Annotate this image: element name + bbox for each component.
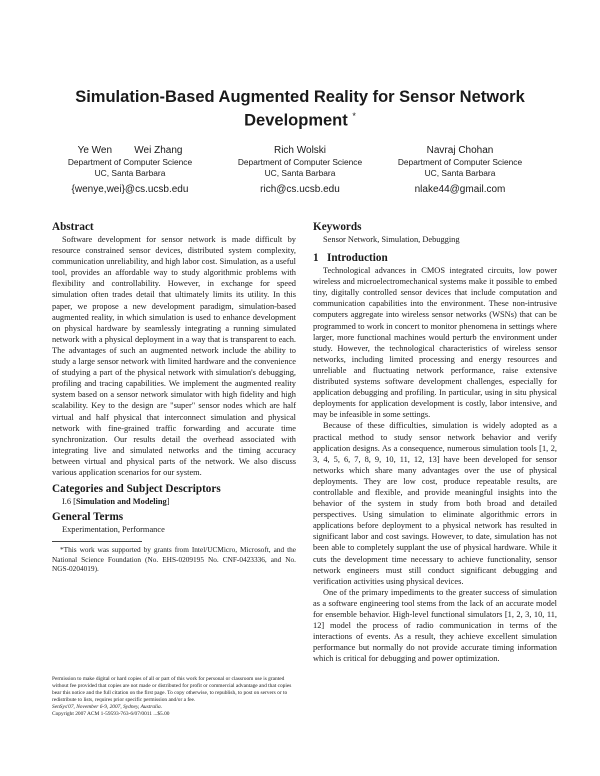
author-1 <box>50 144 210 196</box>
author-inst: UC, Santa Barbara <box>94 168 166 178</box>
footnote-text: *This work was supported by grants from Intel/UCMicro, Microsoft, and the National Science Foundation (No. EHS-0209195 No. CNF-0423336, and No. NGS-0204019). <box>52 545 296 574</box>
author-2 <box>220 144 380 196</box>
intro-paragraph-1: Technological advances in CMOS integrated circuits, low power wireless and microelectromechanical systems make it possible to embed tiny, digitally controlled sensor devices that include computation and communication capabilities into the environment. These non-intrusive computers aggregate into wireless sensor networks (WSNs) that can be programmed to work in concert to monitor phenomena in settings where larger, more functional machines would perturb the environment under study. However, the technological characteristics of wireless sensor networks, including limited processing and energy resources and unreliable and fluctuating network performance, raise extensive distributed systems software development challenges, especially for application debugging and profiling. In particular, using in situ physical deployments for application development is costly, labor intensive, and may be infeasible in some settings. <box>313 266 557 420</box>
categories-subject: Simulation and Modeling <box>75 497 167 507</box>
footnote-rule <box>52 541 142 542</box>
author-name: Navraj Chohan <box>426 145 494 156</box>
author-email: rich@cs.ucsb.edu <box>260 184 340 195</box>
keywords-heading: Keywords <box>313 221 362 233</box>
categories-heading: Categories and Subject Descriptors <box>52 483 221 496</box>
abstract-heading: Abstract <box>52 221 94 233</box>
author-email: nlake44@gmail.com <box>414 184 506 195</box>
author-inst: UC, Santa Barbara <box>424 168 496 178</box>
conference-line: SenSys'07, November 6-9, 2007, Sydney, Australia. <box>52 704 163 710</box>
author-3 <box>380 144 540 196</box>
author-dept: Department of Computer Science <box>397 157 523 167</box>
categories-end: ] <box>166 497 170 507</box>
keywords-text: Sensor Network, Simulation, Debugging <box>323 235 460 244</box>
terms-text: Experimentation, Performance <box>62 525 165 535</box>
title-text: Simulation-Based Augmented Reality for Sensor Network Development <box>75 88 525 130</box>
author-inst: UC, Santa Barbara <box>264 168 336 178</box>
categories-text <box>52 496 296 507</box>
author-dept: Department of Computer Science <box>237 157 363 167</box>
copyright-line: Copyright 2007 ACM 1-59593-763-6/07/0011 ...$5.00 <box>52 711 170 717</box>
author-dept: Department of Computer Science <box>67 157 193 167</box>
intro-paragraph-2: Because of these difficulties, simulation is widely adopted as a practical method to study sensor network behavior and verify application designs. As a consequence, numerous simulation tools [1, 2, 3, 4, 5, 6, 7, 8, 9, 10, 11, 12, 13] have been developed for sensor networks which share many advantages over the use of physical deployments. They are low cost, produce repeatable results, are controllable and flexible, and provide meaningful insights into the behavior of the system in study from both broad and detailed perspectives. Using simulation to eliminate algorithmic errors in applications before deployment to a physical network has resulted in significant labor and cost savings. However, to date, simulation has not been able to completely supplant the use of physical hardware. While it cuts the development time necessary to achieve functionality, sensor network engineers must still conduct significant debugging and verification activities using physical devices. <box>313 421 557 586</box>
permission-text: Permission to make digital or hard copies of all or part of this work for personal or classroom use is granted without fee provided that copies are not made or distributed for profit or commercial advantage and that copies bear this notice and the full citation on the first page. To copy otherwise, to republish, to post on servers or to redistribute to lists, requires prior specific permission and/or a fee. <box>52 676 292 703</box>
intro-heading: 1 Introduction <box>313 252 388 265</box>
author-email: {wenye,wei}@cs.ucsb.edu <box>71 184 189 195</box>
author-name: Rich Wolski <box>273 145 327 156</box>
title-footnote-mark: * <box>352 111 356 121</box>
paper-title <box>40 88 560 131</box>
left-column <box>52 220 296 574</box>
copyright-block <box>52 676 296 718</box>
author-name: Ye Wen Wei Zhang <box>77 145 183 156</box>
terms-heading: General Terms <box>52 511 124 524</box>
intro-paragraph-3: One of the primary impediments to the greater success of simulation as a software engineering tool stems from the lack of an accurate model for ensemble behavior. High-level functional simulators [1, 2, 3, 10, 11, 12] model the process of radio communication in terms of the interactions of events. As a result, they achieve excellent simulation performance but normally do not provide accurate timing information which is critical for debugging and power optimization. <box>313 587 557 664</box>
abstract-text: Software development for sensor network is made difficult by resource constrained sensor devices, distributed system complexity, communication unreliability, and high labor cost. Simulation, as a useful tool, provides an affordable way to study algorithmic problems with flexibility and controllability. However, in exchange for speed simulation often trades detail that ultimately limits its utility. In this paper, we propose a new development paradigm, simulation-based augmented reality, in which simulation is used to enhance development on physical hardware by seamlessly integrating a running simulated network with a physical deployment in a way that is transparent to each. The advantages of such an augmented network include the ability to study a large sensor network with limited hardware and the convenience of studying a part of the physical network with simulation's debugging, profiling and tracing capabilities. We implement the augmented reality system based on a sensor network simulator with high fidelity and high scalability. Key to the design are "super" sensor nodes which are half virtual and half physical that interconnect simulation and physical network with fine-grained traffic forwarding and accurate time synchronization. Our results detail the overhead associated with integrating live and simulated networks and the timing accuracy between virtual and physical parts of the network. We also discuss various application scenarios for our system. <box>52 235 296 477</box>
categories-code: I.6 [ <box>62 497 76 507</box>
right-column <box>313 220 557 664</box>
